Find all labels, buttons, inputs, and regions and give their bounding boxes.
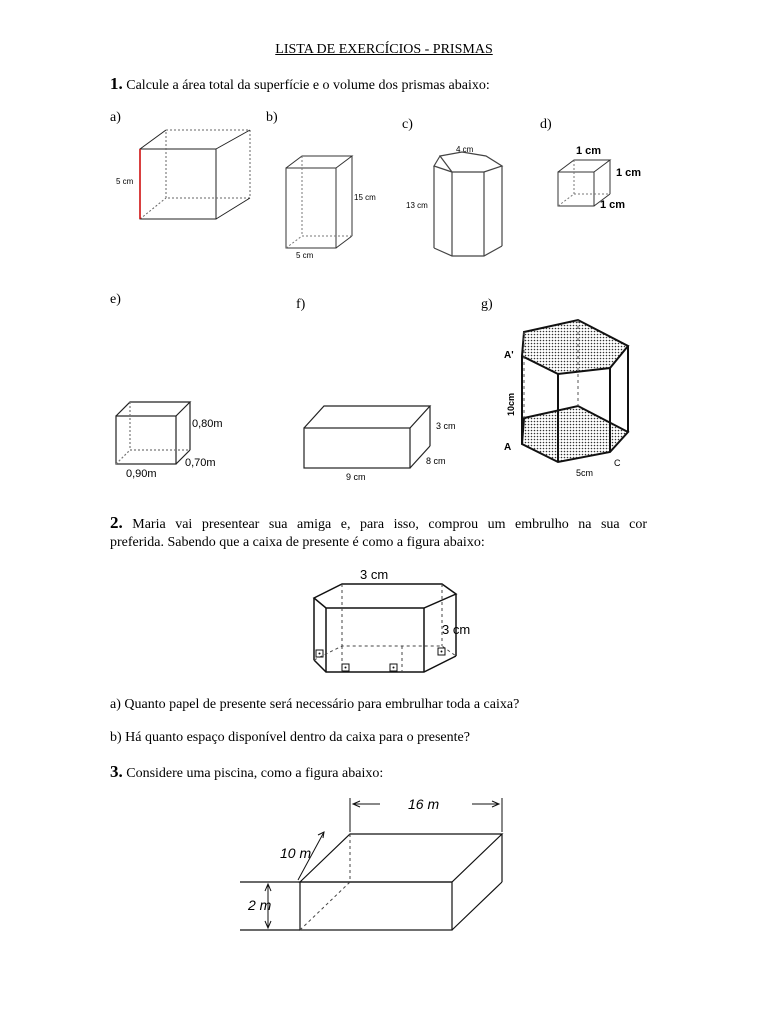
question-2-line-1 bbox=[110, 513, 647, 533]
question-1 bbox=[110, 74, 490, 94]
figure-g-label-height: 10cm bbox=[506, 392, 516, 416]
figure-g-label-a: A bbox=[504, 442, 512, 453]
figure-e-cube bbox=[110, 396, 250, 482]
figure-c-hex-prism bbox=[404, 142, 516, 264]
figure-e-label-width: 0,90m bbox=[126, 468, 157, 480]
item-g-letter: g) bbox=[481, 297, 493, 312]
figure-c-label-height: 13 cm bbox=[406, 201, 428, 210]
figure-d-label-top: 1 cm bbox=[576, 145, 602, 157]
figure-q3-label-depth: 2 m bbox=[248, 897, 272, 913]
figure-d-label-side: 1 cm bbox=[616, 167, 642, 179]
question-2-part-b: b) Há quanto espaço disponível dentro da caixa para o presente? bbox=[110, 730, 470, 745]
question-3-number: 3. bbox=[110, 762, 123, 781]
question-2-line-2: preferida. Sabendo que a caixa de presente é como a figura abaixo: bbox=[110, 535, 485, 550]
figure-q2-label-side: 3 cm bbox=[442, 622, 471, 637]
question-1-text: Calcule a área total da superfície e o volume dos prismas abaixo: bbox=[126, 78, 490, 93]
figure-e-label-height: 0,80m bbox=[192, 418, 223, 430]
item-d-letter: d) bbox=[540, 117, 552, 132]
figure-a-label-height: 5 cm bbox=[116, 177, 134, 186]
item-e-letter: e) bbox=[110, 292, 121, 307]
figure-c-label-edge: 4 cm bbox=[456, 145, 474, 154]
figure-g-hex-prism bbox=[500, 318, 640, 478]
question-2-part-a: a) Quanto papel de presente será necessário para embrulhar toda a caixa? bbox=[110, 697, 520, 712]
item-f-letter: f) bbox=[296, 297, 306, 312]
figure-f-label-height: 3 cm bbox=[436, 421, 456, 431]
page-title: LISTA DE EXERCÍCIOS - PRISMAS bbox=[275, 42, 493, 57]
figure-g-label-a-prime: A' bbox=[504, 350, 514, 361]
figure-f-box bbox=[300, 402, 470, 484]
figure-q2-label-top: 3 cm bbox=[360, 567, 389, 582]
figure-q3-label-width: 10 m bbox=[280, 845, 312, 861]
figure-g-label-c: C bbox=[614, 458, 621, 468]
figure-e-label-depth: 0,70m bbox=[185, 457, 216, 469]
figure-g-label-base: 5cm bbox=[576, 468, 594, 478]
item-a-letter: a) bbox=[110, 110, 121, 125]
figure-f-label-depth: 8 cm bbox=[426, 456, 446, 466]
item-b-letter: b) bbox=[266, 110, 278, 125]
figure-q3-pool bbox=[240, 792, 540, 940]
figure-f-label-width: 9 cm bbox=[346, 472, 366, 482]
figure-b-label-base: 5 cm bbox=[296, 251, 314, 260]
figure-d-cube bbox=[556, 142, 656, 214]
question-1-number: 1. bbox=[110, 74, 123, 93]
question-2-number: 2. bbox=[110, 513, 123, 532]
question-3-text: Considere uma piscina, como a figura abaixo: bbox=[126, 766, 384, 781]
figure-b-label-height: 15 cm bbox=[354, 193, 376, 202]
question-3 bbox=[110, 762, 383, 782]
figure-b-prism bbox=[282, 152, 392, 262]
item-c-letter: c) bbox=[402, 117, 413, 132]
question-2-line-1-text: Maria vai presentear sua amiga e, para isso, comprou um embrulho na sua cor bbox=[132, 517, 647, 532]
figure-a-cube bbox=[110, 125, 260, 225]
figure-q3-label-length: 16 m bbox=[408, 796, 440, 812]
figure-q2-gift-box bbox=[306, 564, 496, 678]
figure-d-label-bottom: 1 cm bbox=[600, 199, 626, 211]
